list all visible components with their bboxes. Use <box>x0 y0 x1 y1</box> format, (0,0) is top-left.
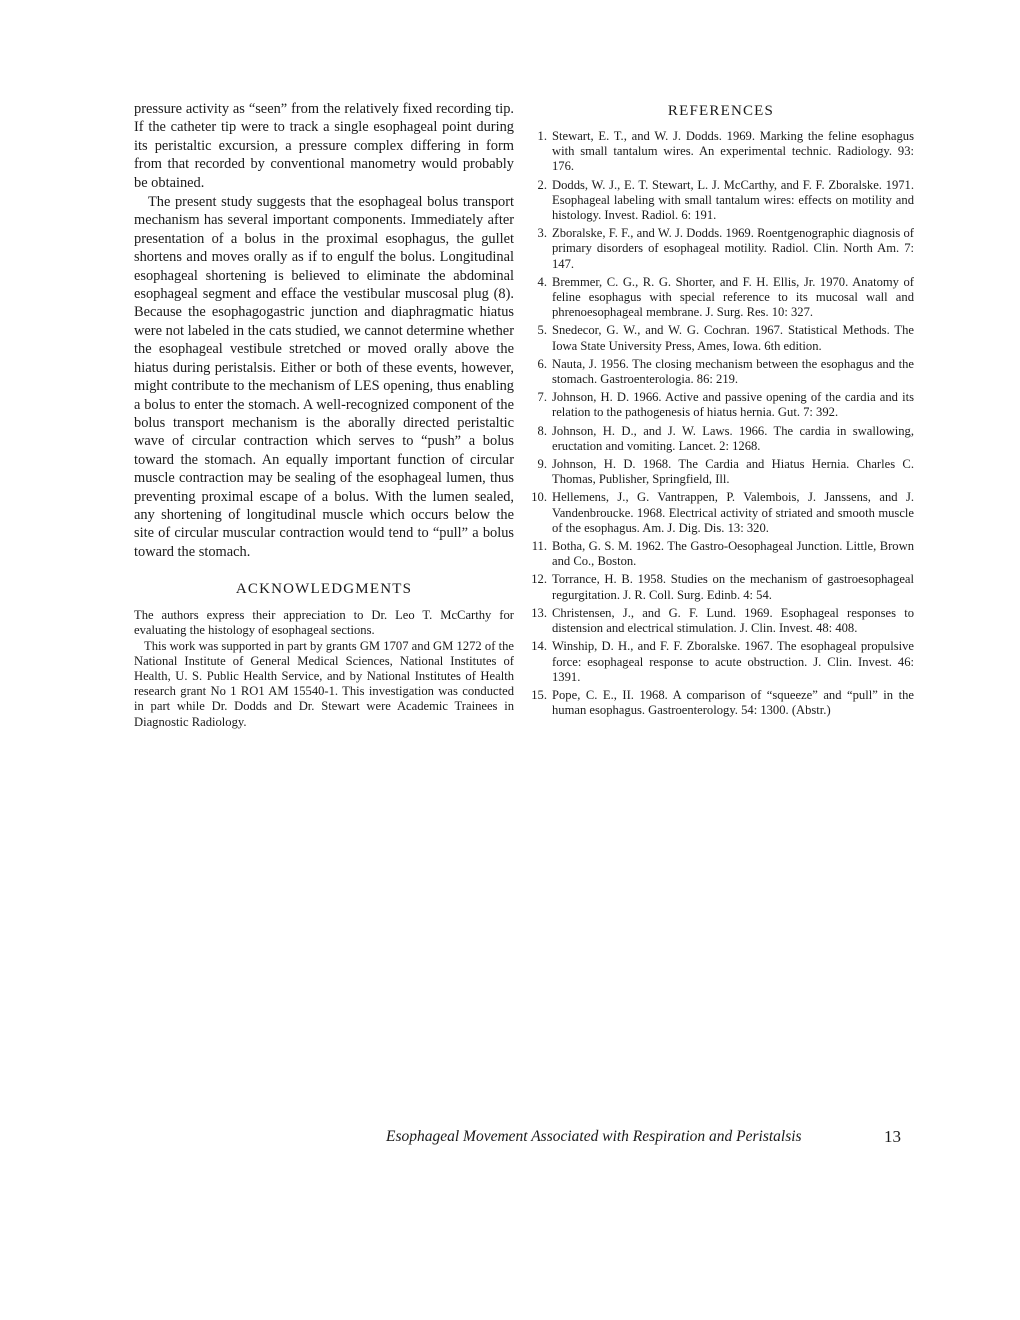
reference-number: 15. <box>531 687 547 702</box>
reference-number: 11. <box>531 539 547 554</box>
reference-number: 7. <box>537 390 547 405</box>
reference-text: Dodds, W. J., E. T. Stewart, L. J. McCarthy, and F. F. Zboralske. 1971. Esophageal labeling with small tantalum wires: effects on motility and histology. Invest. Radiol. 6: 191. <box>552 177 914 223</box>
reference-item <box>528 606 914 636</box>
reference-text: Zboralske, F. F., and W. J. Dodds. 1969. Roentgenographic diagnosis of primary disorders of esophageal motility. Radiol. Clin. North Am. 7: 147. <box>552 226 914 271</box>
reference-number: 12. <box>531 572 547 587</box>
reference-text: Johnson, H. D., and J. W. Laws. 1966. The cardia in swallowing, eructation and vomiting. Lancet. 2: 1268. <box>552 423 914 453</box>
reference-item <box>528 357 914 387</box>
reference-number: 3. <box>537 226 547 241</box>
reference-number: 1. <box>537 129 547 143</box>
reference-item <box>528 490 914 536</box>
reference-number: 10. <box>531 490 547 505</box>
body-paragraph: pressure activity as “seen” from the relatively fixed recording tip. If the catheter tip were to track a single esophageal point during its peristaltic excursion, a pressure complex differing in form from that recorded by conventional manometry would probably be obtained. <box>134 101 514 191</box>
reference-text: Nauta, J. 1956. The closing mechanism between the esophagus and the stomach. Gastroenterologia. 86: 219. <box>552 356 914 387</box>
reference-number: 5. <box>537 323 547 338</box>
reference-item <box>528 275 914 321</box>
running-footer-title: Esophageal Movement Associated with Respiration and Peristalsis <box>386 1128 802 1145</box>
reference-text: Christensen, J., and G. F. Lund. 1969. Esophageal responses to distension and electrical stimulation. J. Clin. Invest. 48: 408. <box>552 605 914 636</box>
reference-number: 4. <box>537 274 547 289</box>
reference-item <box>528 226 914 272</box>
reference-item <box>528 457 914 487</box>
reference-number: 8. <box>537 423 547 438</box>
reference-number: 13. <box>531 605 547 620</box>
reference-text: Johnson, H. D. 1968. The Cardia and Hiatus Hernia. Charles C. Thomas, Publisher, Springfield, Ill. <box>552 457 914 487</box>
reference-number: 9. <box>537 457 547 472</box>
reference-item <box>528 688 914 718</box>
reference-number: 14. <box>531 639 547 654</box>
reference-text: Johnson, H. D. 1966. Active and passive opening of the cardia and its relation to the pathogenesis of hiatus hernia. Gut. 7: 392. <box>552 390 914 420</box>
reference-text: Winship, D. H., and F. F. Zboralske. 1967. The esophageal propulsive force: esophageal response to acute obstruction. J. Clin. Invest. 46: 1391. <box>552 639 914 684</box>
references-heading: REFERENCES <box>667 103 775 119</box>
body-paragraph: The present study suggests that the esophageal bolus transport mechanism has several important components. Immediately after presentation of a bolus in the proximal esophagus, the gullet shortens and moves orally as if to engulf the bolus. Longitudinal esophageal shortening is believed to eliminate the abdominal esophageal segment and efface the vestibular muscosal plug (8). Because the esophagogastric junction and diaphragmatic hiatus were not labeled in the cats studied, we cannot determine whether the esophageal vestibule stretched or moved orally above the hiatus during peristalsis. Either or both of these events, however, might contribute to the mechanism of LES opening, thus enabling a bolus to enter the stomach. A well-recognized component of the bolus transport mechanism is the aborally directed peristaltic wave of circular contraction which serves to “push” a bolus toward the stomach. An equally important function of circular muscle contraction may be sealing of the esophageal lumen, thus preventing proximal escape of a bolus. With the lumen sealed, any shortening of longitudinal muscle which occurs below the site of circular muscular contraction would tend to “pull” a bolus toward the stomach. <box>134 194 514 560</box>
reference-item <box>528 639 914 685</box>
acknowledgments-paragraph: This work was supported in part by grants GM 1707 and GM 1272 of the National Institute of General Medical Sciences, National Institutes of Health, U. S. Public Health Service, and by National Institutes of Health research grant No 1 RO1 AM 15540-1. This investigation was conducted in part while Dr. Dodds and Dr. Stewart were Academic Trainees in Diagnostic Radiology. <box>134 638 514 729</box>
reference-text: Pope, C. E., II. 1968. A comparison of “squeeze” and “pull” in the human esophagus. Gastroenterology. 54: 1300. (Abstr.) <box>552 687 914 718</box>
right-column <box>528 100 914 721</box>
reference-item <box>528 424 914 454</box>
reference-text: Snedecor, G. W., and W. G. Cochran. 1967. Statistical Methods. The Iowa State University Press, Ames, Iowa. 6th edition. <box>552 323 914 353</box>
reference-text: Stewart, E. T., and W. J. Dodds. 1969. Marking the feline esophagus with small tantalum wires. An experimental technic. Radiology. 93: 176. <box>552 129 914 174</box>
reference-item <box>528 390 914 420</box>
reference-item <box>528 178 914 224</box>
acknowledgments-heading: ACKNOWLEDGMENTS <box>235 581 413 598</box>
reference-number: 2. <box>537 177 547 192</box>
reference-text: Hellemens, J., G. Vantrappen, P. Valembois, J. Janssens, and J. Vandenbroucke. 1968. Electrical activity of striated and smooth muscle of the esophagus. Am. J. Dig. Dis. 13: 320. <box>552 490 914 535</box>
reference-item <box>528 539 914 569</box>
reference-list <box>528 129 914 718</box>
reference-item <box>528 129 914 175</box>
reference-text: Bremmer, C. G., R. G. Shorter, and F. H. Ellis, Jr. 1970. Anatomy of feline esophagus with special reference to its mucosal wall and phrenoesophageal membrane. J. Surg. Res. 10: 327. <box>552 274 914 320</box>
page-number: 13 <box>884 1127 901 1146</box>
left-column <box>134 100 514 730</box>
reference-text: Torrance, H. B. 1958. Studies on the mechanism of gastroesophageal regurgitation. J. R. Coll. Surg. Edinb. 4: 54. <box>552 572 914 602</box>
acknowledgments-paragraph: The authors express their appreciation to Dr. Leo T. McCarthy for evaluating the histology of esophageal sections. <box>134 608 514 638</box>
reference-item <box>528 323 914 353</box>
reference-item <box>528 572 914 602</box>
reference-number: 6. <box>537 356 547 371</box>
reference-text: Botha, G. S. M. 1962. The Gastro-Oesophageal Junction. Little, Brown and Co., Boston. <box>552 539 914 569</box>
